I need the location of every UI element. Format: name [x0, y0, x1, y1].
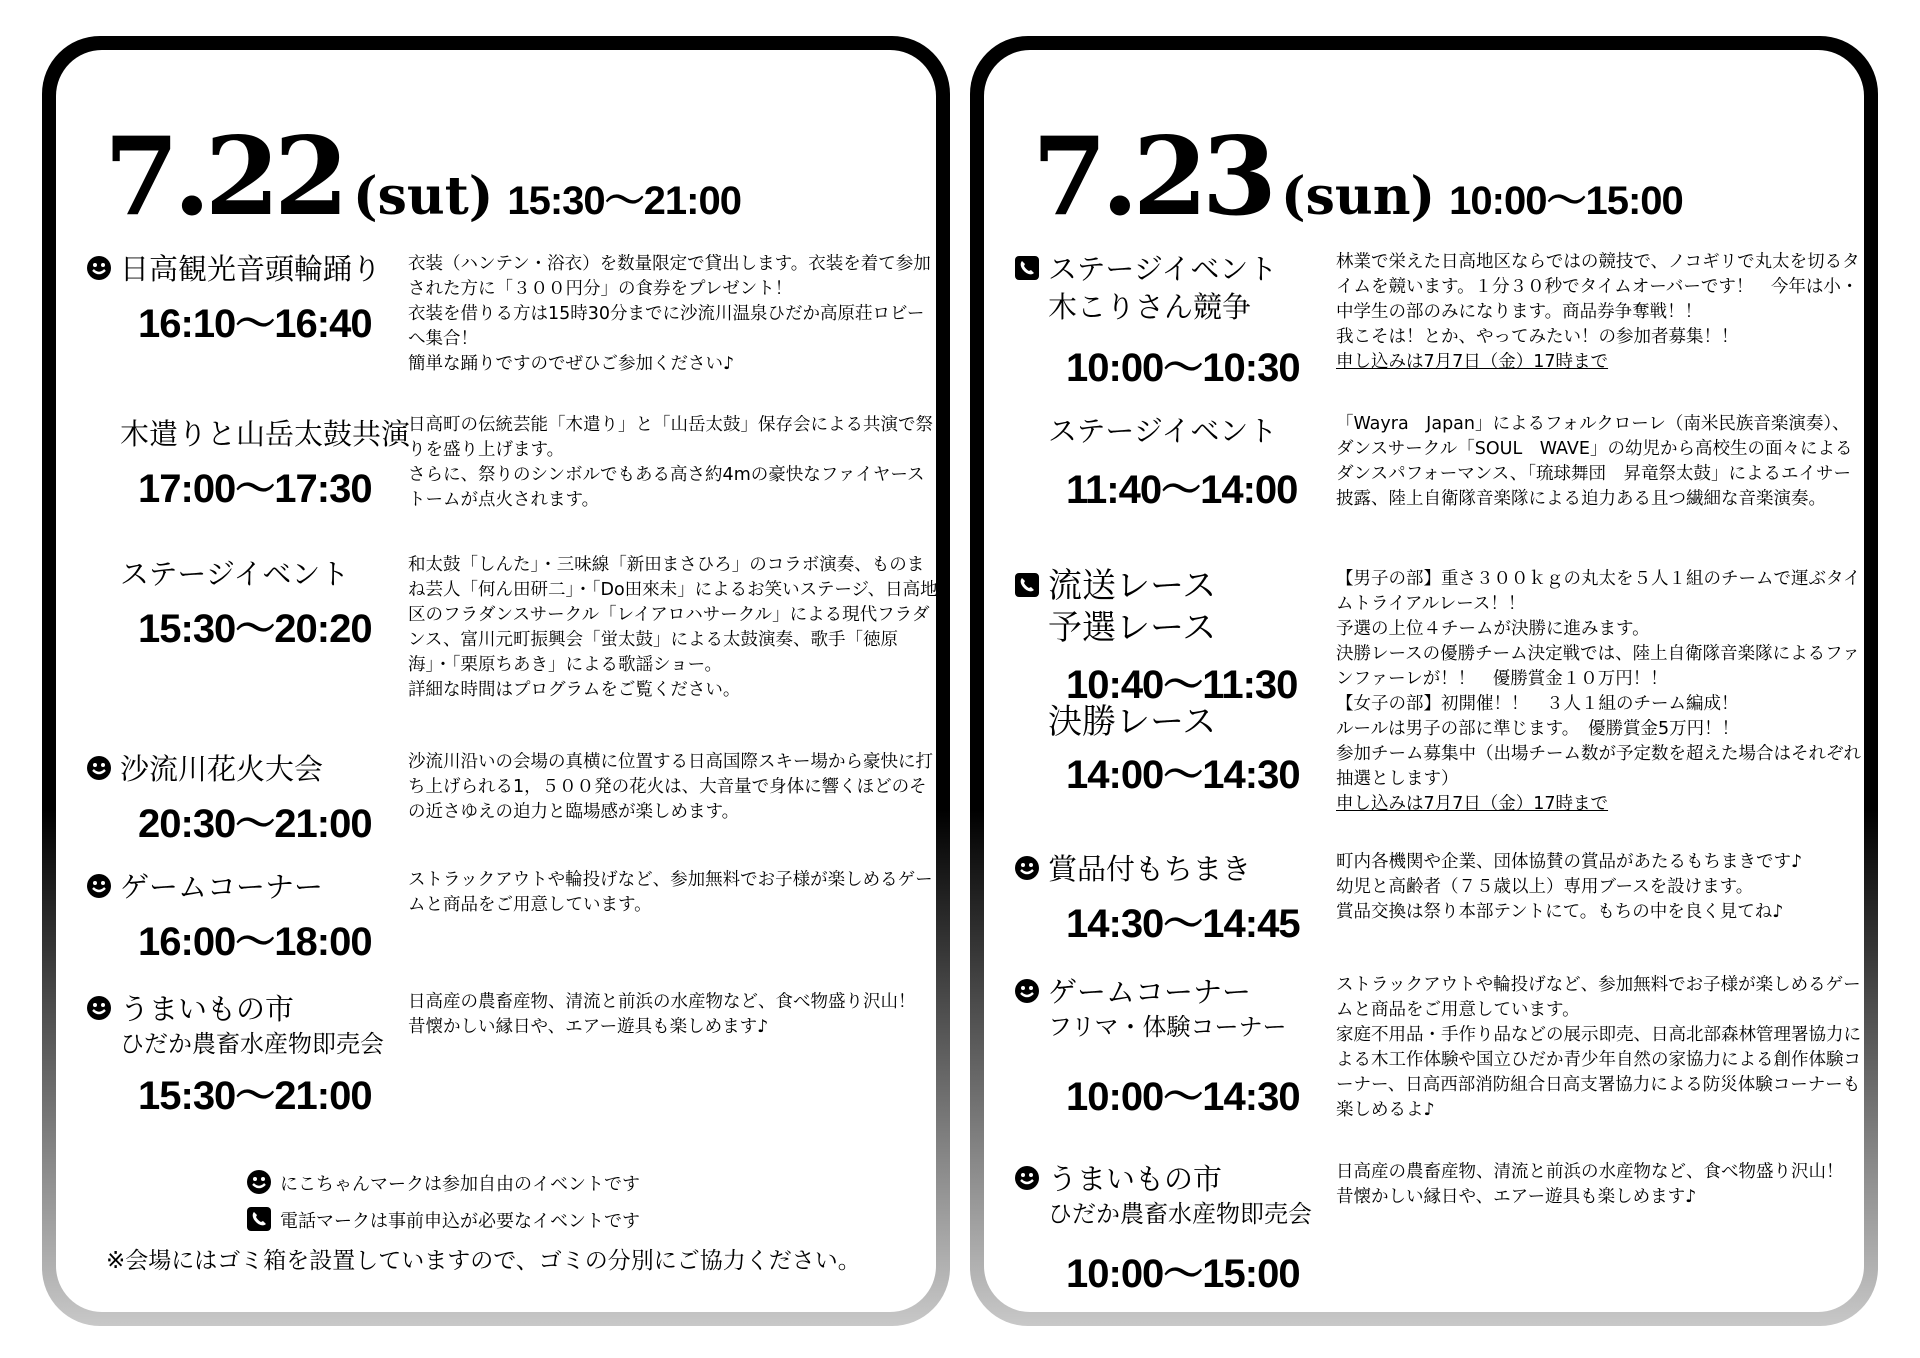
day1-date-heading [104, 114, 741, 240]
desc-line: ストラックアウトや輪投げなど、参加無料でお子様が楽しめるゲームと商品をご用意しています。 [408, 870, 933, 915]
event-name: ゲームコーナー [120, 870, 324, 904]
desc-line: 林業で栄えた日高地区ならではの競技で、ノコギリで丸太を切るタイムを競います。１分３０秒でタイムオーバーです！ 今年は小・中学生の部のみになります。商品券争奪戦！！ [1336, 252, 1860, 322]
event-name-final: 決勝レース [1048, 702, 1217, 742]
event-time: 20:30〜21:00 [138, 802, 372, 846]
desc-line: 【女子の部】初開催！！ ３人１組のチーム編成！ [1336, 694, 1739, 714]
smile-icon [86, 255, 112, 281]
event-name: うまいもの市 [1048, 1162, 1223, 1196]
legend-phone-text: 電話マークは事前申込が必要なイベントです [280, 1211, 640, 1232]
desc-line: 家庭不用品・手作り品などの展示即売、日高北部森林管理署協力による木工作体験や国立ひだか青少年自然の家協力による創作体験コーナー、日高西部消防組合日高支署協力による防災体験コーナーも楽しめるよ♪ [1336, 1025, 1861, 1120]
event-title [1048, 412, 1298, 450]
event-title [86, 250, 382, 288]
event-name: ステージイベント [1048, 414, 1278, 448]
desc-line: 町内各機関や企業、団体協賛の賞品があたるもちまきです♪ [1336, 852, 1803, 872]
day2-date: 7.23 [1032, 114, 1272, 240]
day1-date: 7.22 [104, 114, 344, 240]
desc-line: 日高産の農畜産物、清流と前浜の水産物など、食べ物盛り沢山！ [408, 992, 916, 1012]
day2-hours: 10:00〜15:00 [1449, 179, 1683, 223]
event-title [120, 415, 411, 453]
event-name: 賞品付もちまき [1048, 852, 1252, 886]
day1-dow: (sut) [353, 166, 494, 227]
event-name: 流送レース [1048, 566, 1217, 606]
event-name: うまいもの市 [120, 992, 295, 1026]
desc-line: 参加チーム募集中（出場チーム数が予定数を超えた場合はそれぞれ抽選とします） [1336, 744, 1861, 789]
event-description [408, 868, 938, 918]
desc-line: 和太鼓「しんた」・三味線「新田まさひろ」のコラボ演奏、ものまね芸人「何ん田研二」・「Do田來未」によるお笑いステージ、日高地区のフラダンスサークル「レイアロハサークル」による現代フラダンス、富川元町振興会「蛍太鼓」による太鼓演奏、歌手「徳原海」・「栗原ちあき」による歌謡ショー。 [408, 555, 938, 675]
event-title [120, 555, 370, 593]
event-name: 木遣りと山岳太鼓共演 [120, 417, 411, 451]
desc-line: 予選の上位４チームが決勝に進みます。 [1336, 619, 1650, 639]
desc-line: 幼児と高齢者（７５歳以上）専用ブースを設けます。 [1336, 877, 1754, 897]
desc-line: 日高町の伝統芸能「木遣り」と「山岳太鼓」保存会による共演で祭りを盛り上げます。 [408, 415, 933, 460]
legend-smile [246, 1170, 640, 1200]
event-name-line2: 予選レース [1048, 608, 1217, 648]
phone-icon [1014, 572, 1040, 598]
desc-line: 衣装（ハンテン・浴衣）を数量限定で貸出します。衣装を着て参加された方に「３００円分」の食券をプレゼント！ [408, 254, 931, 299]
day1-panel-inner [56, 50, 936, 1312]
event-time: 17:00〜17:30 [138, 467, 372, 511]
event-time: 11:40〜14:00 [1066, 468, 1298, 512]
event-title [86, 990, 384, 1060]
event-name: ステージイベント [120, 557, 350, 591]
smile-icon [246, 1169, 272, 1195]
event-description [408, 750, 938, 825]
event-time: 10:00〜15:00 [1066, 1252, 1300, 1296]
desc-line: 我こそは！とか、やってみたい！の参加者募集！！ [1336, 327, 1739, 347]
event-subtitle: ひだか農畜水産物即売会 [1048, 1200, 1312, 1228]
desc-line: 賞品交換は祭り本部テントにて。もちの中を良く見てね♪ [1336, 902, 1784, 922]
desc-line: 決勝レースの優勝チーム決定戦では、陸上自衛隊音楽隊によるファンファーレが！！ 優勝賞金１０万円！！ [1336, 644, 1860, 689]
desc-line: 沙流川沿いの会場の真横に位置する日高国際スキー場から豪快に打ち上げられる1，５００発の花火は、大音量で身体に響くほどのその近さゆえの迫力と臨場感が楽しめます。 [408, 752, 933, 822]
desc-line: 簡単な踊りですのでぜひご参加ください♪ [408, 354, 735, 374]
deadline: 申し込みは7月7日（金）17時まで [1336, 352, 1609, 372]
event-time: 16:10〜16:40 [138, 302, 372, 346]
phone-icon [246, 1206, 272, 1232]
event-name: ゲームコーナー [1048, 975, 1252, 1009]
event-title [1014, 973, 1287, 1043]
event-subtitle: ひだか農畜水産物即売会 [120, 1030, 384, 1058]
event-description [1336, 567, 1866, 817]
phone-icon [1014, 255, 1040, 281]
event-name: 日高観光音頭輪踊り [120, 252, 382, 286]
smile-icon [1014, 978, 1040, 1004]
desc-line: 詳細な時間はプログラムをご覧ください。 [408, 680, 741, 700]
desc-line: さらに、祭りのシンボルでもある高さ約4mの豪快なファイヤーストームが点火されます。 [408, 465, 925, 510]
event-title [1014, 565, 1264, 649]
event-description [408, 990, 938, 1040]
smile-icon [1014, 855, 1040, 881]
day2-panel [970, 36, 1878, 1326]
desc-line: ストラックアウトや輪投げなど、参加無料でお子様が楽しめるゲームと商品をご用意しています。 [1336, 975, 1861, 1020]
event-name: ステージイベント [1048, 252, 1278, 286]
smile-icon [86, 873, 112, 899]
trash-note: ※会場にはゴミ箱を設置していますので、ゴミの分別にご協力ください。 [106, 1248, 861, 1274]
event-name-line2: 木こりさん競争 [1048, 290, 1252, 324]
event-time: 10:00〜14:30 [1066, 1075, 1300, 1119]
desc-line: 【男子の部】重さ３００ｋｇの丸太を５人１組のチームで運ぶタイムトライアルレース！！ [1336, 569, 1861, 614]
smile-icon [1014, 1165, 1040, 1191]
event-description [408, 413, 938, 513]
event-description [1336, 973, 1866, 1123]
day1-panel [42, 36, 950, 1326]
event-title [1014, 250, 1278, 326]
desc-line: 「Wayra Japan」によるフォルクローレ（南米民族音楽演奏）、ダンスサークル「SOUL WAVE」の幼児から高校生の面々によるダンスパフォーマンス、「琉球舞団 昇竜祭太鼓」によるエイサー披露、陸上自衛隊音楽隊による迫力ある且つ繊細な音楽演奏。 [1336, 414, 1853, 509]
day2-date-heading [1032, 114, 1683, 240]
event-time: 10:00〜10:30 [1066, 346, 1300, 390]
event-time-final: 14:00〜14:30 [1066, 753, 1300, 797]
event-description [408, 553, 938, 703]
event-name: 沙流川花火大会 [120, 752, 324, 786]
day2-panel-inner [984, 50, 1864, 1312]
event-description [1336, 1160, 1866, 1210]
event-description [408, 252, 938, 377]
legend-phone [246, 1207, 640, 1237]
desc-line: 昔懐かしい縁日や、エアー遊具も楽しめます♪ [408, 1017, 769, 1037]
desc-line: 昔懐かしい縁日や、エアー遊具も楽しめます♪ [1336, 1187, 1697, 1207]
event-description [1336, 850, 1866, 925]
desc-line: 日高産の農畜産物、清流と前浜の水産物など、食べ物盛り沢山！ [1336, 1162, 1844, 1182]
event-time: 14:30〜14:45 [1066, 902, 1300, 946]
day2-dow: (sun) [1281, 166, 1436, 227]
event-title [1014, 1160, 1312, 1230]
smile-icon [86, 755, 112, 781]
event-title [86, 868, 336, 906]
desc-line: 衣装を借りる方は15時30分までに沙流川温泉ひだか高原荘ロビーへ集合！ [408, 304, 925, 349]
deadline: 申し込みは7月7日（金）17時まで [1336, 794, 1609, 814]
event-time: 10:40〜11:30 [1066, 663, 1298, 707]
event-time: 15:30〜20:20 [138, 607, 372, 651]
event-subtitle: フリマ・体験コーナー [1048, 1013, 1287, 1041]
smile-icon [86, 995, 112, 1021]
legend-smile-text: にこちゃんマークは参加自由のイベントです [280, 1174, 640, 1195]
event-title [86, 750, 336, 788]
event-description [1336, 412, 1866, 512]
day1-hours: 15:30〜21:00 [507, 179, 741, 223]
event-time: 15:30〜21:00 [138, 1074, 372, 1118]
desc-line: ルールは男子の部に準じます。 優勝賞金5万円！！ [1336, 719, 1740, 739]
event-title [1014, 850, 1264, 888]
event-time: 16:00〜18:00 [138, 920, 372, 964]
event-description [1336, 250, 1866, 375]
